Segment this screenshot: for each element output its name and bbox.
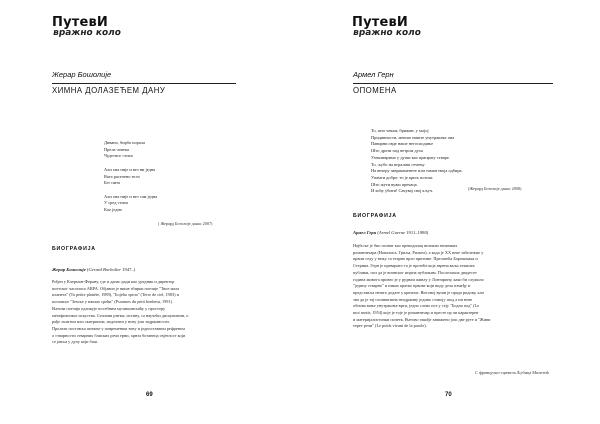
bio-line: публики, пол да је воинског ипреж публиким. Послељњих двадесет — [353, 269, 477, 275]
poem-line: На вечеру завршаменете или таман твоја одбира. — [371, 168, 463, 174]
bio-line: "једину стварно" и никао кратко првове који виду дела између и — [353, 283, 471, 289]
bio-line: и материјалистички почетк. Његово такође завижено још две руте и "Живи — [353, 316, 491, 322]
logo-line-2: вражно коло — [352, 28, 422, 38]
poem-line: Прела човека — [104, 146, 129, 152]
logo-line-1: ПутевИ — [52, 15, 109, 30]
bio-line: поглавље "Земље у наших срећи" (Psaumes du petit bonheur, 1991). — [52, 299, 174, 305]
bio-line: поетског часописа ARPA. Објавио је више збирки поезије "Твое мала — [52, 285, 180, 291]
logo-line-1: ПутевИ — [352, 15, 409, 30]
right-page — [300, 0, 600, 424]
page-number: 70 — [445, 392, 452, 398]
bio-line: Његова поезија одликује посебним музикалношћу у простору — [52, 305, 166, 311]
poem-line: Али она није и вез сам једна — [104, 193, 158, 199]
bio-line: терет речи" (Le poids vivant de la parole). — [353, 323, 427, 329]
bio-line: обнова вање унутрашње врти, једно слово исе у сеју "Бодна под" (Le — [353, 303, 480, 309]
bio-line: романтичара (Новалиса, Гриља, Рилкеа), а када је XX веке забележио у — [353, 249, 484, 255]
poem-line: Дивано, бирба порала — [104, 140, 145, 145]
bio-line: зна да је тај позивштина неодржаву једино ставоју шхд а ни нове — [353, 296, 473, 302]
magazine-logo — [352, 16, 421, 38]
bio-years: 1947– — [122, 267, 134, 272]
biography-text — [353, 243, 553, 330]
biography-heading: БИОГРАФИЈА — [52, 246, 96, 252]
bio-line: о стварности стварних блиских речи ерни, хрнза ботанеца свјетлост који — [52, 332, 186, 338]
biography-text — [52, 279, 236, 346]
biography-name: Жерар Бошолије (Gerard Bocholier 1947–) — [52, 267, 136, 272]
poem-line: То, љубо на игралиш сечењу — [371, 161, 425, 167]
poem-line: Придивности, меншо ниште унутрашње она — [371, 134, 455, 140]
poem-body — [104, 140, 157, 214]
bio-line: метафизичког искуства. Стилови ритма, истину, са научећи дисциплини, о — [52, 312, 189, 318]
page-number: 69 — [146, 392, 153, 398]
poem-body — [371, 128, 463, 195]
poem-line: Узналивримо у души као прапрату стваре. — [371, 154, 450, 160]
bio-name-cyrillic: Жерар Бошолије — [52, 267, 86, 272]
poem-line: Упамти добро: то је криљ потока — [371, 174, 433, 180]
poem-line: И хоћу убити! Сачувај свој кључ. — [371, 188, 434, 194]
poem-author: Армел Герн — [353, 70, 394, 79]
bio-line: Рођен у Клермон-Ферану, где и данас ради као уредник и директор — [52, 279, 175, 284]
poem-line: Бег пита — [104, 180, 120, 186]
bio-line: се јавља у духу који баш. — [52, 339, 99, 345]
bio-line: Пролази поставља питање у повременим тону и једноставном рефреном — [52, 325, 185, 331]
bio-line: Најбоље је био познат као преводилац великих немачких — [353, 243, 458, 248]
bio-line: година живота провео је у руднам живлу у Лонтарину, како би служило — [353, 276, 484, 282]
bio-name-cyrillic: Армел Герн — [353, 230, 377, 235]
bio-line: представља нешто додате у кремљи. Његовој вуши је прада ридову, али — [353, 289, 484, 295]
stanza-break — [104, 160, 157, 167]
title-rule — [52, 83, 236, 84]
poem-line: У сред стиха — [104, 200, 128, 206]
bio-line: Стерниа. Герн је преварито та је протеће која зврена ваља текашеа — [353, 263, 475, 269]
poem-author: Жерар Бошолије — [52, 70, 112, 79]
poem-source: ( Жерард Ботолије данас 2007) — [158, 221, 213, 226]
bio-name-latin: Armel Guerne — [378, 230, 406, 235]
poem-line: Вага расечено тело — [104, 173, 140, 179]
bio-years: 1911–1980 — [406, 230, 427, 235]
poem-line: Чудесног стиха — [104, 153, 133, 159]
stanza-break — [104, 187, 157, 194]
biography-heading: БИОГРАФИЈА — [353, 213, 397, 219]
bio-name-latin: Gerard Bocholier — [88, 267, 122, 272]
magazine-logo — [52, 16, 121, 38]
bio-line: планета" (Ta petite planète, 1989), "Бојећа зрела" (Terre de ciel, 1983) и — [52, 292, 179, 298]
poem-title: ХИМНА ДОЛАЗЕЋЕМ ДАНУ — [52, 86, 166, 95]
poem-line: Што жути вужи пречаца. — [371, 181, 418, 187]
title-rule — [353, 83, 553, 84]
logo-line-2: вражно коло — [52, 28, 122, 38]
translator-credit: С француског превела Љубица Милетић — [475, 370, 549, 375]
poem-line: Али она није и вез ни једна — [104, 166, 156, 172]
biography-name: Армел Герн (Armel Guerne 1911–1980) — [353, 230, 429, 235]
poem-source: (Жерард Ботолије данас 2008) — [468, 186, 522, 191]
bio-line: mot sentir, 1954) које је тоје је романтичар и престе пр чи карактерне — [353, 310, 479, 316]
poem-line: Што дрхти под ветром духа — [371, 148, 423, 154]
poem-line: Као једно — [104, 207, 123, 212]
poem-line: То, што чекам, брижан, у мојој — [371, 128, 429, 133]
poem-line: Павирни овде наше негосподиње — [371, 141, 434, 147]
poem-title: ОПОМЕНА — [353, 86, 397, 95]
bio-line: првом седу у вежу са етарно врло притиме. Прелазећа Барошњака и — [353, 256, 478, 262]
bio-line: рађе залитом или скитрином, иодеални у низу још задржаности. — [52, 319, 170, 325]
